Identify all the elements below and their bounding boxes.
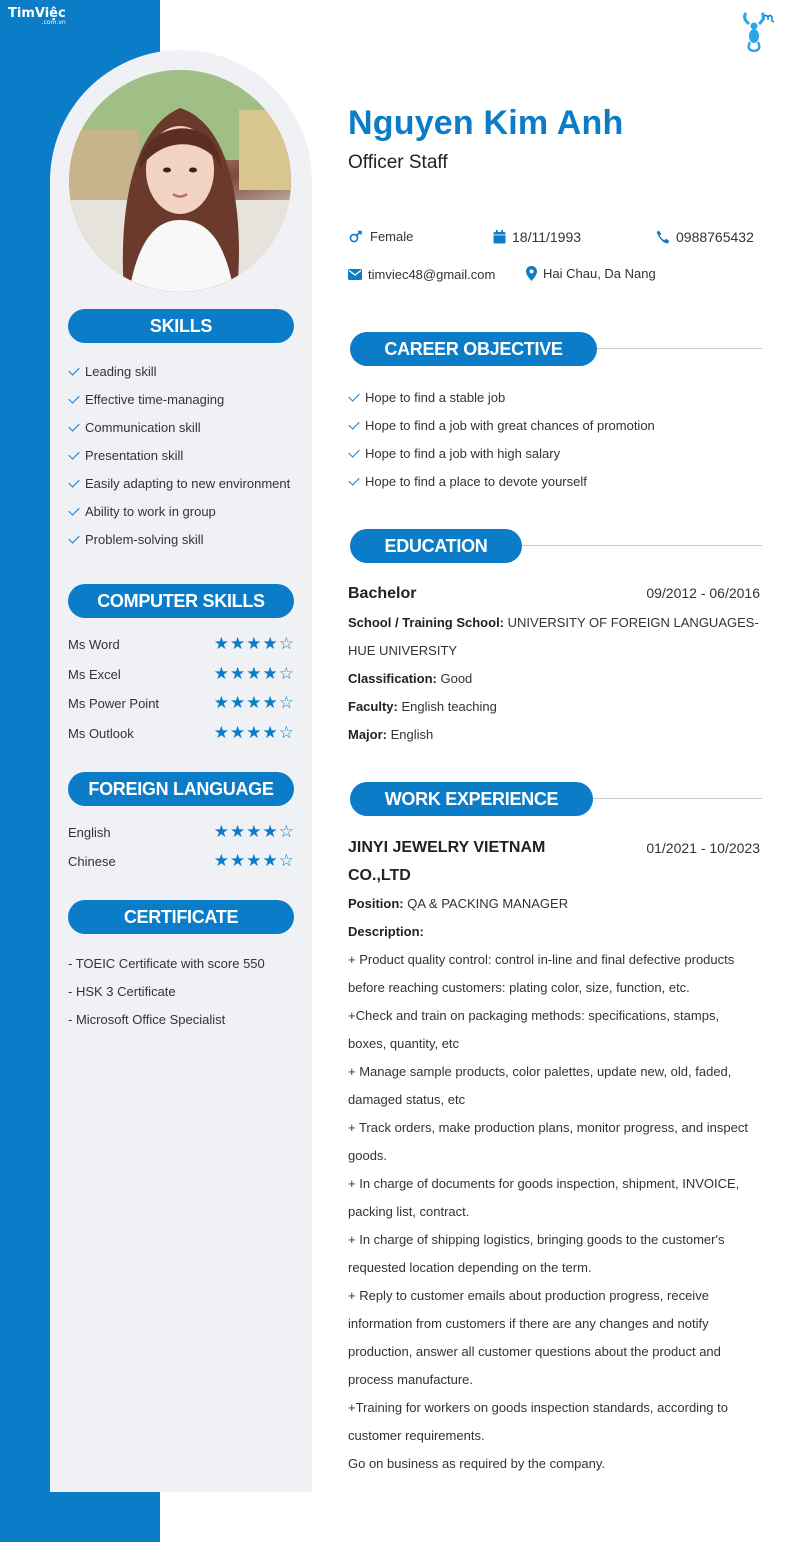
profile-photo xyxy=(69,70,291,292)
star-filled-icon: ★ xyxy=(262,634,278,655)
description-line: before reaching customers: plating color, size, function, etc. xyxy=(348,980,690,995)
certificate-item: - Microsoft Office Specialist xyxy=(68,1012,226,1027)
certificate-heading-text: CERTIFICATE xyxy=(123,906,239,927)
star-filled-icon: ★ xyxy=(262,851,278,871)
star-filled-icon: ★ xyxy=(262,693,278,714)
scorpio-icon xyxy=(740,10,774,52)
timviec-logo xyxy=(8,6,66,26)
objective-item xyxy=(348,412,655,440)
check-icon xyxy=(68,504,79,515)
star-filled-icon: ★ xyxy=(230,693,246,714)
foreign-language-heading-text: FOREIGN LANGUAGE xyxy=(88,778,274,799)
gender-icon xyxy=(348,230,364,244)
star-filled-icon: ★ xyxy=(246,722,262,743)
classification-value: Good xyxy=(440,671,473,686)
star-filled-icon: ★ xyxy=(213,722,229,743)
star-filled-icon: ★ xyxy=(213,693,229,714)
certificate-list xyxy=(68,950,265,1034)
description-line: + In charge of documents for goods inspection, shipment, INVOICE, xyxy=(348,1176,740,1191)
description-line: goods. xyxy=(348,1148,388,1163)
computer-skill-row xyxy=(68,660,294,690)
star-filled-icon: ★ xyxy=(246,822,262,842)
school-line xyxy=(348,609,762,637)
description-line: production, answer all customer questions about the product and xyxy=(348,1344,721,1359)
computer-skills-list xyxy=(68,630,294,748)
school-label: School / Training School: xyxy=(348,615,505,630)
description-line: process manufacture. xyxy=(348,1372,474,1387)
star-filled-icon: ★ xyxy=(213,822,229,842)
foreign-language-list xyxy=(68,818,294,876)
work-experience-heading xyxy=(350,782,593,816)
major-value: English xyxy=(390,727,434,742)
faculty-value: English teaching xyxy=(401,699,497,714)
computer-skill-row xyxy=(68,689,294,719)
calendar-icon xyxy=(493,230,506,244)
education-degree: Bachelor xyxy=(348,585,417,602)
birthday-field xyxy=(493,229,581,245)
description-line: +Check and train on packaging methods: specifications, stamps, xyxy=(348,1008,720,1023)
major-line xyxy=(348,721,762,749)
description-line: damaged status, etc xyxy=(348,1092,466,1107)
star-rating xyxy=(214,695,294,712)
career-objective-list xyxy=(348,384,655,496)
star-rating xyxy=(214,853,294,870)
location-pin-icon xyxy=(526,266,537,281)
star-empty-icon: ☆ xyxy=(278,822,294,842)
logo-text: TimViệc xyxy=(8,6,66,21)
description-line: +Training for workers on goods inspection standards, according to xyxy=(348,1400,728,1415)
education-details xyxy=(348,609,762,749)
check-icon xyxy=(68,392,79,403)
language-row xyxy=(68,847,294,876)
computer-skill-row xyxy=(68,630,294,660)
star-filled-icon: ★ xyxy=(246,693,262,714)
classification-line xyxy=(348,665,762,693)
computer-skill-name: Ms Word xyxy=(68,637,120,653)
email-field xyxy=(348,267,495,282)
computer-skill-name: Ms Excel xyxy=(68,666,121,682)
description-label: Description: xyxy=(348,924,424,939)
star-rating xyxy=(213,722,294,743)
gender-text: Female xyxy=(370,229,414,244)
check-icon xyxy=(348,418,359,429)
description-line: information from customers if there are any changes and notify xyxy=(348,1316,709,1331)
language-row xyxy=(68,818,294,847)
description-line: + Reply to customer emails about production progress, receive xyxy=(348,1288,709,1303)
address-field xyxy=(526,266,656,281)
company-name xyxy=(348,834,578,890)
faculty-label: Faculty: xyxy=(348,699,398,714)
description-line: boxes, quantity, etc xyxy=(348,1036,460,1051)
classification-label: Classification: xyxy=(348,671,437,686)
work-experience-divider xyxy=(570,798,762,799)
foreign-language-heading xyxy=(68,772,294,806)
school-value-cont: HUE UNIVERSITY xyxy=(348,643,458,658)
objective-text: Hope to find a stable job xyxy=(365,390,506,405)
education-dates: 09/2012 - 06/2016 xyxy=(646,585,760,601)
star-filled-icon: ★ xyxy=(262,663,278,684)
star-filled-icon: ★ xyxy=(230,634,246,655)
star-filled-icon: ★ xyxy=(246,663,262,684)
star-filled-icon: ★ xyxy=(230,722,246,743)
check-icon xyxy=(348,390,359,401)
star-filled-icon: ★ xyxy=(230,822,246,842)
skill-text: Communication skill xyxy=(85,420,201,435)
skill-item xyxy=(68,498,290,526)
star-filled-icon: ★ xyxy=(213,663,229,684)
education-header xyxy=(348,585,760,603)
check-icon xyxy=(68,420,79,431)
star-filled-icon: ★ xyxy=(213,851,229,871)
work-description xyxy=(348,946,762,1478)
description-line: Go on business as required by the company. xyxy=(348,1456,606,1471)
objective-text: Hope to find a job with great chances of promotion xyxy=(365,418,655,433)
description-line: requested location depending on the term. xyxy=(348,1260,592,1275)
star-filled-icon: ★ xyxy=(213,634,229,655)
education-heading xyxy=(350,529,522,563)
star-rating xyxy=(213,663,294,684)
company-name-line: CO.,LTD xyxy=(348,867,411,884)
company-name-line: JINYI JEWELRY VIETNAM xyxy=(348,839,546,856)
work-position xyxy=(348,890,762,946)
computer-skills-heading xyxy=(68,584,294,618)
star-empty-icon: ☆ xyxy=(278,693,294,714)
work-header xyxy=(348,834,760,890)
gender-field xyxy=(348,229,413,244)
skill-text: Leading skill xyxy=(85,364,157,379)
star-empty-icon: ☆ xyxy=(278,634,294,655)
candidate-name: Nguyen Kim Anh xyxy=(348,104,624,142)
star-empty-icon: ☆ xyxy=(278,663,294,684)
description-line: + In charge of shipping logistics, bringing goods to the customer's xyxy=(348,1232,725,1247)
star-filled-icon: ★ xyxy=(230,663,246,684)
mail-icon xyxy=(348,269,362,280)
phone-field xyxy=(656,229,754,245)
certificate-heading xyxy=(68,900,294,934)
position-label: Position: xyxy=(348,896,404,911)
education-heading-text: EDUCATION xyxy=(384,535,488,556)
star-rating xyxy=(214,824,294,841)
check-icon xyxy=(68,476,79,487)
star-empty-icon: ☆ xyxy=(278,851,294,871)
star-filled-icon: ★ xyxy=(230,851,246,871)
skill-text: Easily adapting to new environment xyxy=(85,476,291,491)
email-text: timviec48@gmail.com xyxy=(368,267,496,282)
work-dates: 01/2021 - 10/2023 xyxy=(646,840,760,856)
skill-item xyxy=(68,526,290,554)
position-value: QA & PACKING MANAGER xyxy=(407,896,569,911)
skill-text: Presentation skill xyxy=(85,448,184,463)
objective-item xyxy=(348,468,655,496)
skills-heading-text: SKILLS xyxy=(149,315,213,336)
skill-item xyxy=(68,442,290,470)
description-label-line xyxy=(348,918,762,946)
school-value: UNIVERSITY OF FOREIGN LANGUAGES- xyxy=(507,615,759,630)
work-experience-heading-text: WORK EXPERIENCE xyxy=(384,788,559,809)
education-divider xyxy=(500,545,762,546)
birthday-text: 18/11/1993 xyxy=(512,229,582,245)
description-line: + Track orders, make production plans, monitor progress, and inspect xyxy=(348,1120,748,1135)
computer-skill-row xyxy=(68,719,294,749)
skill-item xyxy=(68,358,290,386)
address-text: Hai Chau, Da Nang xyxy=(543,266,656,281)
computer-skill-name: Ms Outlook xyxy=(68,725,134,741)
objective-text: Hope to find a job with high salary xyxy=(365,446,561,461)
phone-icon xyxy=(656,230,670,244)
description-line: + Manage sample products, color palettes, update new, old, faded, xyxy=(348,1064,732,1079)
skills-heading xyxy=(68,309,294,343)
check-icon xyxy=(348,446,359,457)
star-filled-icon: ★ xyxy=(246,851,262,871)
career-objective-heading-text: CAREER OBJECTIVE xyxy=(384,338,563,359)
star-rating xyxy=(214,636,294,653)
star-filled-icon: ★ xyxy=(262,722,278,743)
career-objective-heading xyxy=(350,332,597,366)
position-line xyxy=(348,890,762,918)
phone-text: 0988765432 xyxy=(676,229,754,245)
description-line: customer requirements. xyxy=(348,1428,485,1443)
description-line: packing list, contract. xyxy=(348,1204,470,1219)
language-name: Chinese xyxy=(68,854,116,869)
language-name: English xyxy=(68,825,111,840)
logo-subtext: .com.vn xyxy=(41,19,66,26)
check-icon xyxy=(348,474,359,485)
certificate-item: - HSK 3 Certificate xyxy=(68,984,176,999)
skill-text: Effective time-managing xyxy=(85,392,225,407)
star-empty-icon: ☆ xyxy=(278,722,294,743)
skills-list xyxy=(68,358,290,554)
check-icon xyxy=(68,532,79,543)
major-label: Major: xyxy=(348,727,387,742)
objective-text: Hope to find a place to devote yourself xyxy=(365,474,587,489)
check-icon xyxy=(68,448,79,459)
skill-item xyxy=(68,470,290,498)
skill-item xyxy=(68,386,290,414)
objective-item xyxy=(348,384,655,412)
description-line: + Product quality control: control in-line and final defective products xyxy=(348,952,735,967)
skill-text: Ability to work in group xyxy=(85,504,216,519)
certificate-item: - TOEIC Certificate with score 550 xyxy=(68,956,265,971)
star-filled-icon: ★ xyxy=(246,634,262,655)
computer-skills-heading-text: COMPUTER SKILLS xyxy=(97,590,265,611)
computer-skill-name: Ms Power Point xyxy=(68,696,160,712)
job-title: Officer Staff xyxy=(348,152,448,173)
profile-photo-illustration xyxy=(69,70,291,292)
skill-text: Problem-solving skill xyxy=(85,532,204,547)
faculty-line xyxy=(348,693,762,721)
star-filled-icon: ★ xyxy=(262,822,278,842)
check-icon xyxy=(68,364,79,375)
objective-item xyxy=(348,440,655,468)
skill-item xyxy=(68,414,290,442)
